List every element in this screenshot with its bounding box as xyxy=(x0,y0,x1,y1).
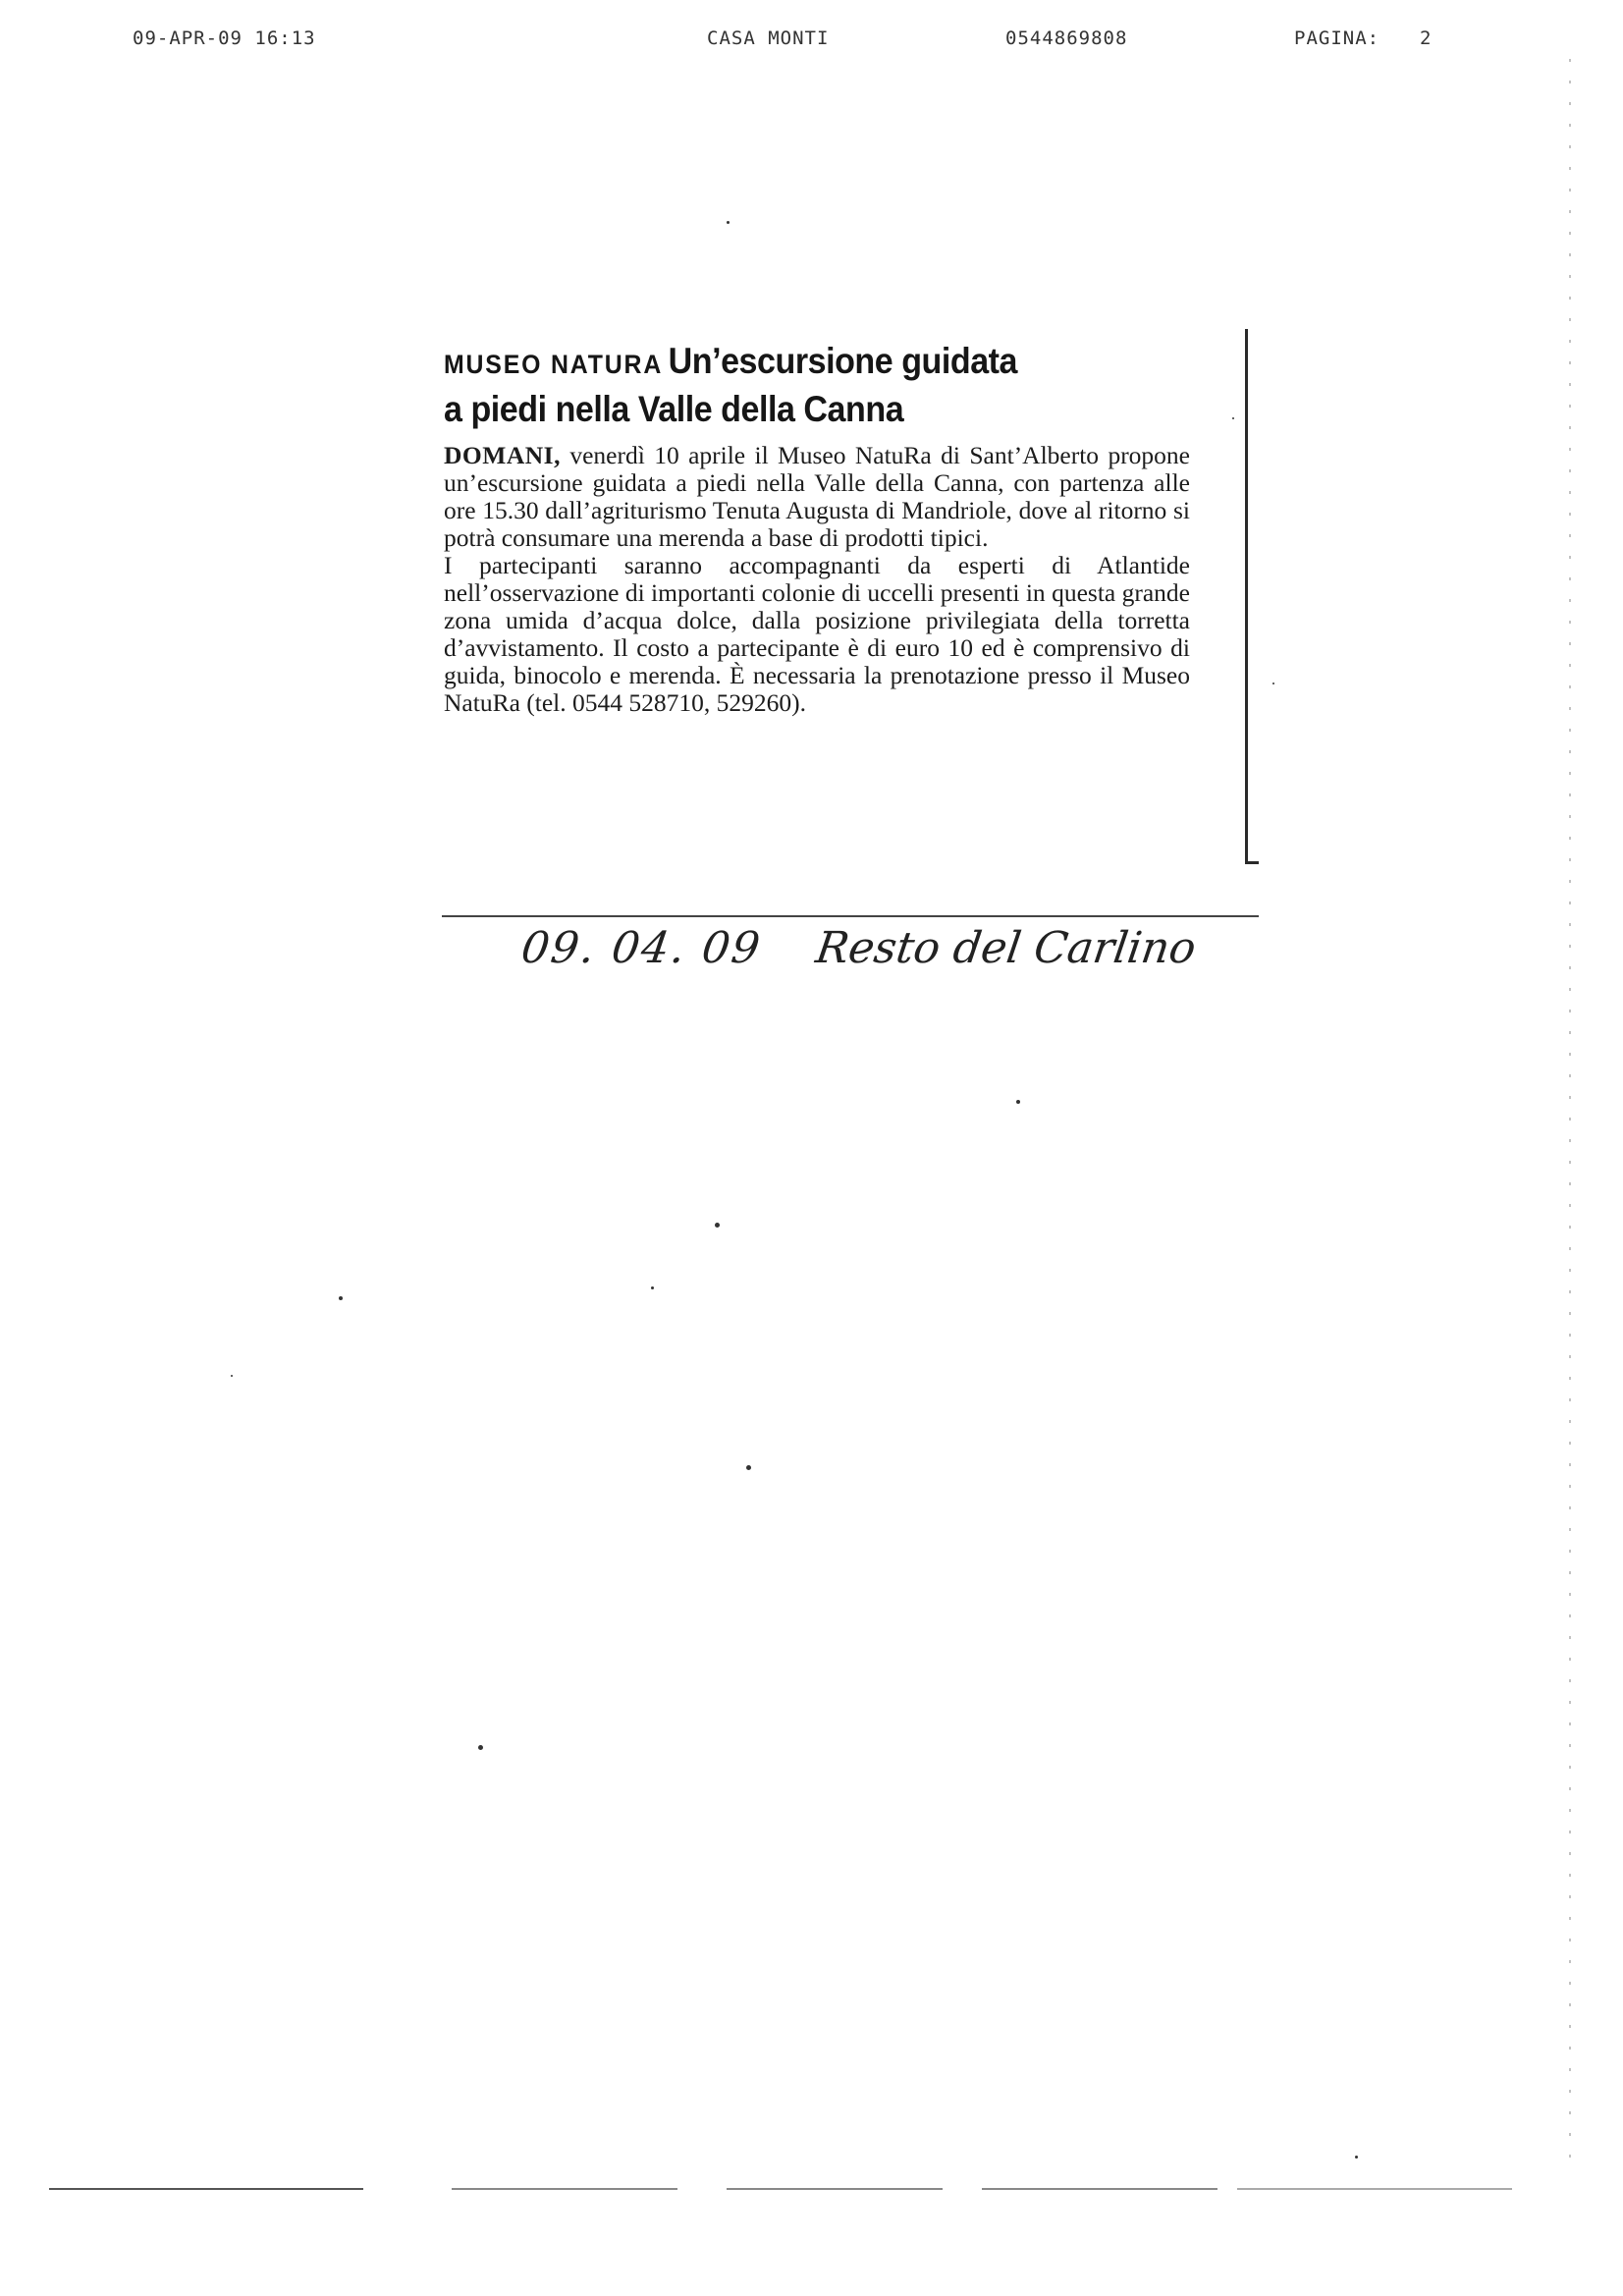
article-kicker: MUSEO NATURA xyxy=(444,350,664,379)
scan-speck xyxy=(1232,417,1234,419)
scan-speck xyxy=(231,1375,233,1377)
article-title-line1: Un’escursione guidata xyxy=(668,341,1018,381)
article-paragraph-1-text: venerdì 10 aprile il Museo NatuRa di Sant’Alberto propone un’escursione guidata a piedi nella Valle della Canna, con partenza alle ore 15.30 dall’agriturismo Tenuta Augusta di Mandriole, dove al ritorno si potrà consumare una merenda a base di prodotti tipici. xyxy=(444,441,1191,552)
scan-speck xyxy=(651,1286,654,1289)
fax-sender: CASA MONTI xyxy=(707,27,830,49)
article-title-line2: a piedi nella Valle della Canna xyxy=(444,389,904,429)
fax-datetime: 09-APR-09 16:13 xyxy=(133,27,316,49)
fax-header xyxy=(0,27,1623,57)
article-headline xyxy=(444,339,1184,432)
scan-edge-noise xyxy=(1569,59,1571,2170)
scan-artifact-line xyxy=(982,2188,1217,2190)
scan-artifact-line xyxy=(49,2188,363,2190)
scan-speck xyxy=(339,1296,343,1300)
fax-page-label: PAGINA: xyxy=(1294,27,1380,49)
clipping-right-border xyxy=(1245,329,1248,864)
scan-artifact-line xyxy=(727,2188,943,2190)
clipping-bottom-border xyxy=(442,915,1259,917)
scan-speck xyxy=(1272,683,1274,684)
article-paragraph-2: I partecipanti saranno accompagnanti da esperti di Atlantide nell’osservazione di importanti colonie di uccelli presenti in questa grande zona umida d’acqua dolce, dalla posizione privilegiata della torretta d’avvistamento. Il costo a partecipante è di euro 10 ed è comprensivo di guida, binocolo e merenda. È necessaria la prenotazione presso il Museo NatuRa (tel. 0544 528710, 529260). xyxy=(444,551,1190,717)
scan-artifact-line xyxy=(452,2188,677,2190)
clipping-corner-mark xyxy=(1245,861,1259,864)
article-lead: DOMANI, xyxy=(444,441,561,469)
fax-page-number: 2 xyxy=(1420,27,1433,49)
newspaper-clipping xyxy=(444,339,1190,717)
scan-speck xyxy=(715,1223,720,1228)
scan-speck xyxy=(1016,1100,1020,1104)
scan-speck xyxy=(478,1745,483,1750)
handwritten-date: 09. 04. 09 xyxy=(517,923,765,973)
scan-artifact-line xyxy=(1237,2188,1512,2190)
handwritten-source: Resto del Carlino xyxy=(812,923,1200,973)
scan-speck xyxy=(746,1465,751,1470)
scan-speck xyxy=(727,221,730,224)
scan-speck xyxy=(1355,2156,1358,2159)
fax-phone: 0544869808 xyxy=(1005,27,1128,49)
article-body xyxy=(444,442,1190,717)
article-paragraph-1 xyxy=(444,442,1190,552)
